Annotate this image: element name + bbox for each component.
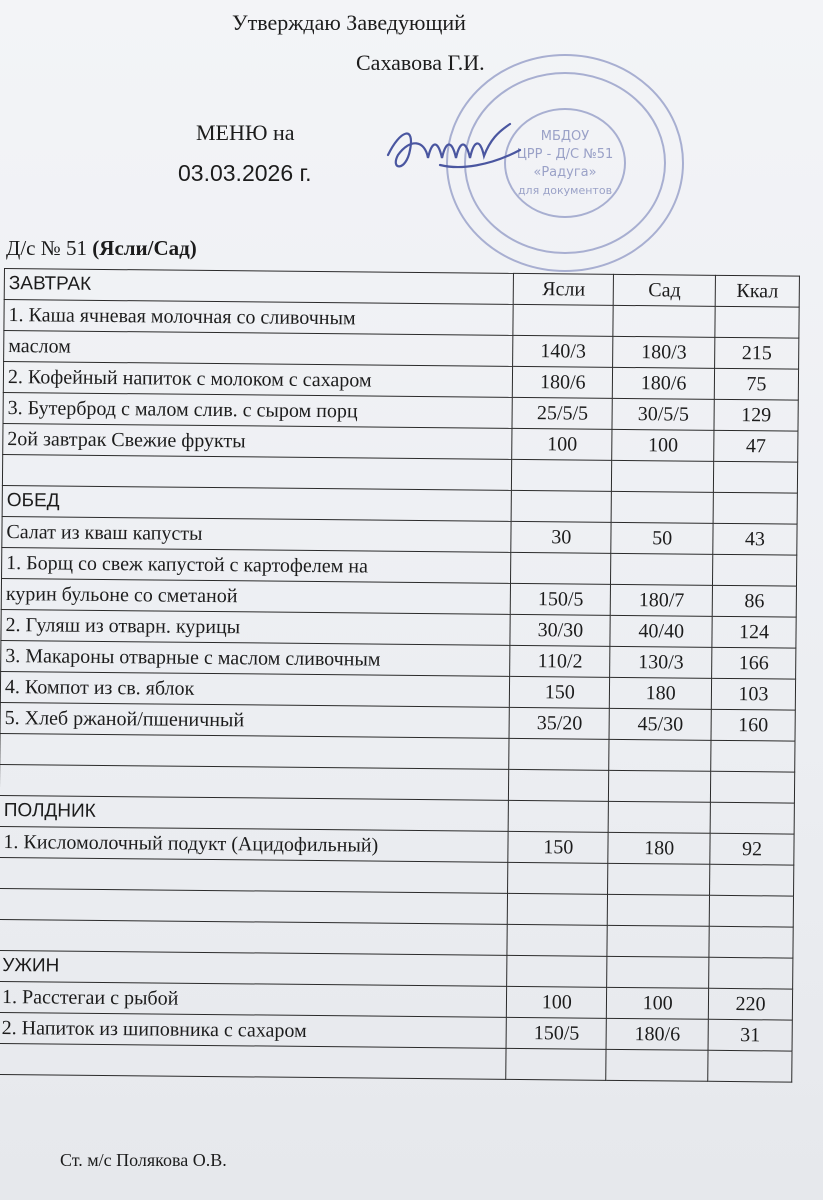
nursery-portion: 150	[508, 831, 608, 863]
empty-cell	[713, 461, 797, 493]
empty-cell	[507, 955, 607, 987]
stamp-line-3: «Радуга»	[533, 165, 597, 180]
garden-portion: 50	[611, 522, 713, 554]
empty-cell	[609, 770, 711, 802]
empty-cell	[607, 956, 709, 988]
kcal-value: 43	[713, 523, 797, 555]
column-header-nursery: Ясли	[514, 273, 614, 305]
kcal-value: 75	[714, 368, 798, 400]
empty-cell	[608, 894, 710, 926]
empty-cell	[509, 769, 609, 801]
empty-cell	[508, 862, 608, 894]
kcal-value	[715, 306, 799, 338]
nursery-portion: 110/2	[510, 645, 610, 677]
signature	[380, 110, 530, 190]
garden-portion: 180	[610, 677, 712, 709]
nursery-portion: 150	[510, 676, 610, 708]
empty-cell	[711, 771, 795, 803]
kcal-value: 86	[712, 585, 796, 617]
empty-cell	[606, 1049, 708, 1081]
nursery-portion: 100	[507, 986, 607, 1018]
empty-cell	[509, 800, 609, 832]
stamp-line-4: для документов	[517, 184, 613, 197]
dish-name: 1. Кисломолочный подукт (Ацидофильный)	[0, 826, 509, 862]
garden-portion	[613, 305, 715, 337]
kcal-value: 31	[708, 1019, 792, 1051]
kcal-value: 215	[715, 337, 799, 369]
empty-cell	[609, 739, 711, 771]
kcal-value: 47	[714, 430, 798, 462]
empty-cell	[0, 733, 509, 769]
garden-portion: 180/6	[606, 1018, 708, 1050]
empty-cell	[713, 492, 797, 524]
empty-cell	[608, 801, 710, 833]
dish-name: 2ой завтрак Свежие фрукты	[3, 423, 513, 459]
garden-portion: 45/30	[609, 708, 711, 740]
garden-portion: 180	[608, 832, 710, 864]
kcal-value: 220	[708, 988, 792, 1020]
empty-cell	[0, 764, 509, 800]
menu-table	[0, 268, 800, 1083]
dish-name: 4. Компот из св. яблок	[0, 671, 510, 707]
empty-cell	[710, 864, 794, 896]
approval-line: Утверждаю Заведующий	[232, 10, 466, 35]
empty-cell	[607, 925, 709, 957]
garden-portion: 180/7	[610, 584, 712, 616]
nursery-portion: 30/30	[510, 614, 610, 646]
dish-name: 2. Кофейный напиток с молоком с сахаром	[3, 362, 513, 398]
dish-name: 2. Напиток из шиповника с сахаром	[0, 1012, 507, 1048]
empty-cell	[507, 924, 607, 956]
nursery-portion: 100	[512, 428, 612, 460]
garden-portion	[611, 553, 713, 585]
section-title: ЗАВТРАК	[4, 269, 514, 305]
empty-cell	[611, 491, 713, 523]
kcal-value: 129	[714, 399, 798, 431]
nursery-portion: 30	[511, 521, 611, 553]
nursery-portion	[511, 552, 611, 584]
kcal-value: 92	[710, 833, 794, 865]
nursery-portion: 25/5/5	[512, 397, 612, 429]
empty-cell	[506, 1048, 606, 1080]
empty-cell	[508, 893, 608, 925]
section-title: ОБЕД	[2, 485, 512, 521]
head-name: Сахавова Г.И.	[356, 50, 485, 75]
kcal-value: 166	[712, 647, 796, 679]
dish-name: курин бульоне со сметаной	[1, 578, 511, 614]
garden-portion: 30/5/5	[612, 398, 714, 430]
garden-portion: 100	[612, 429, 714, 461]
empty-cell	[0, 857, 508, 893]
garden-portion: 180/6	[613, 367, 715, 399]
institution-type: (Ясли/Сад)	[92, 236, 197, 260]
stamp-line-2: ЦРР - Д/С №51	[516, 147, 614, 162]
nursery-portion: 150/5	[511, 583, 611, 615]
nursery-portion: 35/20	[509, 707, 609, 739]
section-title: УЖИН	[0, 950, 507, 986]
nursery-portion: 180/6	[513, 366, 613, 398]
menu-date: 03.03.2026 г.	[178, 160, 312, 186]
empty-cell	[512, 459, 612, 491]
empty-cell	[2, 454, 512, 490]
empty-cell	[0, 888, 508, 924]
kcal-value: 103	[711, 678, 795, 710]
empty-cell	[711, 740, 795, 772]
column-header-kcal: Ккал	[715, 275, 799, 307]
section-title: ПОЛДНИК	[0, 795, 509, 831]
dish-name: 2. Гуляш из отварн. курицы	[1, 609, 511, 645]
kcal-value	[713, 554, 797, 586]
stamp-line-1: МБДОУ	[540, 129, 590, 144]
institution-number: Д/с № 51	[6, 236, 88, 260]
dish-name: 5. Хлеб ржаной/пшеничный	[0, 702, 510, 738]
kcal-value: 160	[711, 709, 795, 741]
senior-nurse-signature-line: Ст. м/с Полякова О.В.	[60, 1150, 227, 1170]
garden-portion: 100	[607, 987, 709, 1019]
column-header-garden: Сад	[613, 274, 715, 306]
empty-cell	[710, 802, 794, 834]
nursery-portion: 140/3	[513, 335, 613, 367]
institution-label	[6, 236, 197, 261]
garden-portion: 180/3	[613, 336, 715, 368]
empty-cell	[709, 926, 793, 958]
empty-cell	[709, 957, 793, 989]
dish-name: 3. Бутерброд с малом слив. с сыром порц	[3, 392, 513, 428]
empty-cell	[608, 863, 710, 895]
dish-name: маслом	[4, 331, 514, 367]
empty-cell	[612, 460, 714, 492]
dish-name: Салат из кваш капусты	[2, 516, 512, 552]
empty-cell	[709, 895, 793, 927]
dish-name: 3. Макароны отварные с маслом сливочным	[1, 640, 511, 676]
nursery-portion	[513, 304, 613, 336]
garden-portion: 40/40	[610, 615, 712, 647]
empty-cell	[0, 1043, 507, 1079]
garden-portion: 130/3	[610, 646, 712, 678]
nursery-portion: 150/5	[507, 1017, 607, 1049]
dish-name: 1. Расстегаи с рыбой	[0, 981, 507, 1017]
dish-name: 1. Борщ со свеж капустой с картофелем на	[2, 547, 512, 583]
empty-cell	[0, 919, 508, 955]
empty-cell	[509, 738, 609, 770]
dish-name: 1. Каша ячневая молочная со сливочным	[4, 300, 514, 336]
empty-cell	[512, 490, 612, 522]
menu-title: МЕНЮ на	[196, 120, 295, 145]
empty-cell	[708, 1050, 792, 1082]
kcal-value: 124	[712, 616, 796, 648]
menu-table-body	[0, 269, 799, 1083]
